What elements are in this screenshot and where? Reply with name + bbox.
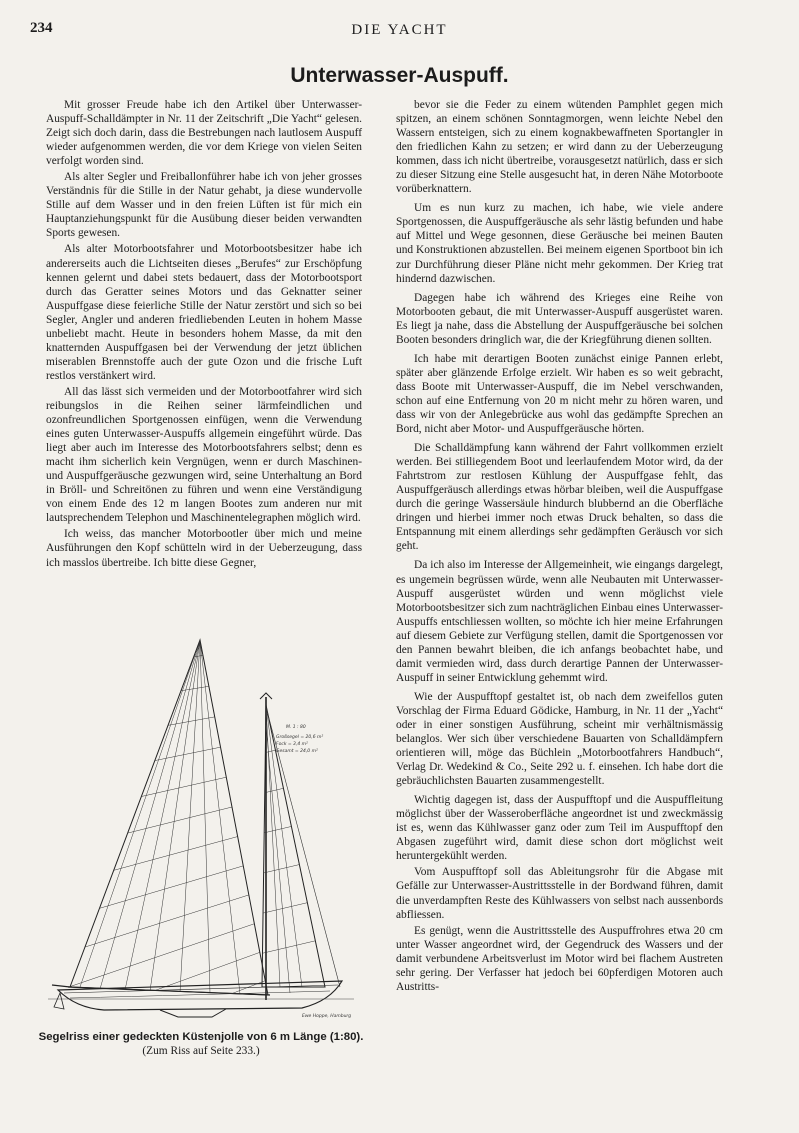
sail-plan-drawing [40, 615, 362, 1020]
paragraph: Ich weiss, das mancher Motorbootler über mich und meine Ausführungen den Kopf schütteln wird in der Ueberzeugung, dass ich masslos übertreibe. Ich bitte diese Gegner, [46, 528, 362, 569]
hull [48, 981, 354, 1017]
paragraph: Um es nun kurz zu machen, ich habe, wie viele andere Sportgenossen, die Auspuffgeräusche als sehr lästig befunden und habe auf Mittel und Wege gesonnen, diese Geräusche bei meinen Bauten und Konstruktionen abzustellen. Bei meinem eigenen Sportboot bin ich zur Durchführung dieser Pläne nicht mehr gekommen. Der Krieg trat hindernd dazwischen. [396, 202, 723, 285]
paragraph: Vom Auspufftopf soll das Ableitungsrohr für die Abgase mit Gefälle zur Unterwasser-Austrittsstelle in der Bordwand führen, damit die unverdampften Reste des Kühlwassers von selbst nach aussenbords abfliessen. [396, 866, 723, 921]
mainsail [60, 640, 280, 1020]
paragraph: Dagegen habe ich während des Krieges eine Reihe von Motorbooten gebaut, die mit Unterwasser-Auspuff ausgerüstet waren. Es liegt ja nahe, dass die Abstellung der Auspuffgeräusche bei solchen Booten besonders dringlich war, die der Kriegführung dienen sollten. [396, 291, 723, 346]
caption-title: Segelriss einer gedeckten Küstenjolle von 6 m Länge (1:80). [38, 1031, 364, 1043]
paragraph: Die Schalldämpfung kann während der Fahrt vollkommen erzielt werden. Bei stilliegendem Boot und leerlaufendem Motor wird, da der Fahrtstrom zur restlosen Kühlung der Auspuffgase fehlt, das Auspuffgeräusch allerdings etwas hörbar bleiben, weil die Auspuffgase durch die geringe Wassersäule hindurch blubbernd an die Oberfläche dringen und hierbei immer noch etwas Druck behalten, so dass die Entspannung mit einem allerdings sehr gedämpften Geräusch vor sich geht. [396, 442, 723, 553]
paragraph: Wichtig dagegen ist, dass der Auspufftopf und die Auspuffleitung möglichst über der Wasseroberfläche angeordnet ist und zweckmässig ist es, wenn das Kühlwasser ganz oder zum Teil im Auspufftopf den Abgasen zugeführt wird, damit diese schon dort möglichst weit heruntergekühlt werden. [396, 794, 723, 863]
sail-note: Gesamt = 24,0 m² [276, 749, 318, 754]
paragraph: Da ich also im Interesse der Allgemeinheit, wie eingangs dargelegt, es ungemein begrüssen würde, wenn alle Neubauten mit Unterwasser-Auspuff ausgerüstet würden und wenn möglichst viele Motorbootsbesitzer sich zum nachträglichen Einbau eines Unterwasser-Auspuffs entschliessen wollten, so möchte ich hier meine Erfahrungen auf diesem Gebiete zur Verfügung stellen, damit die Sportgenossen vor den Pannen bewahrt bleiben, die ich anfangs beobachtet habe, und damit vermieden wird, dass durch derartige Pannen der Unterwasser-Auspuff in seiner Entwicklung gehemmt wird. [396, 559, 723, 684]
figure-caption [30, 1030, 372, 1058]
right-column [396, 98, 723, 996]
sail-note: Großsegel = 20,6 m² [276, 735, 324, 740]
paragraph: Als alter Motorbootsfahrer und Motorbootsbesitzer habe ich andererseits auch die Lichtseiten dieses „Berufes“ zur Erschöpfung kennen gelernt und dabei stets bedauert, dass der Motorbootsport durch das Geratter seines Motors und das Geknatter seiner Auspuffgase diese feierliche Stille der Natur zerstört und sich so bei Segler, Angler und anderen friedliebenden Leuten in hohem Masse unbeliebt macht. Heute in besonders hohem Masse, da mit den knatternden Auspuffgasen bei der Verwendung der jetzt üblichen miserablen Brennstoffe auch der gute Ozon und die frische Luft restlos verstänkert wird. [46, 243, 362, 382]
sail-note: Fock = 3,4 m² [276, 742, 308, 747]
paragraph: bevor sie die Feder zu einem wütenden Pamphlet gegen mich spitzen, an einem schönen Sonntagmorgen, wenn leichte Nebel den Wassern entsteigen, sich zu einem kognakbewaffneten Sportangler in den friedlichen Kahn zu setzen; er wird dann zu der Ueberzeugung kommen, dass ich nicht übertreibe, vorausgesetzt natürlich, dass er sich zu dieser Sitzung eine Stelle ausgesucht hat, in deren Nähe Motorboote vorüberknattern. [396, 99, 723, 196]
paragraph: Ich habe mit derartigen Booten zunächst einige Pannen erlebt, später aber glänzende Erfolge erzielt. Wir haben es so weit gebracht, dass Boote mit Unterwasser-Auspuff, die im Nebel verschwanden, schon auf eine Entfernung von 20 m nicht mehr zu hören waren, und dass wir von der Anlegebrücke aus wohl das gedämpfte Sprechen an Bord, nicht aber Motor- und Auspuffgeräusche hörten. [396, 352, 723, 436]
left-column [46, 98, 362, 572]
paragraph: Mit grosser Freude habe ich den Artikel über Unterwasser-Auspuff-Schalldämpter in Nr. 11 der Zeitschrift „Die Yacht“ gelesen. Zeigt sich doch darin, dass die Bestrebungen nach lautlosem Auspuff wieder aufgenommen werden, die vor dem Kriege von vielen Seiten verfolgt worden sind. [46, 99, 362, 168]
paragraph: Wie der Auspufftopf gestaltet ist, ob nach dem zweifellos guten Vorschlag der Firma Eduard Gödicke, Hamburg, in Nr. 11 der „Yacht“ oder in einer sonstigen Ausführung, scheint mir verhältnismässig belanglos. Wer sich über verschiedene Bauarten von Schalldämpfern orientieren will, möge das Büchlein „Motorbootfahrers Handbuch“, Verlag Dr. Wedekind & Co., Seite 292 u. f. einsehen. Ich habe dort die gebräuchlichsten Bauarten zusammengestellt. [396, 690, 723, 788]
drawing-signature: Ewe Hoppe, Hamburg [302, 1014, 352, 1019]
page-number: 234 [30, 20, 53, 36]
paragraph: All das lässt sich vermeiden und der Motorbootfahrer wird sich reibungslos in die Reihen seiner lärmfeindlichen und ozonfreundlichen Sportgenossen einfügen, wenn die Verwendung eines guten Unterwasser-Auspuffs allgemein eingeführt würde. Das liegt aber auch im Interesse des Motorbootsfahrers selbst; denn es macht ihm sicherlich kein Vergnügen, wenn er durch Maschinen- und Auspuffgeräusche gezwungen wird, seine Unterhaltung an Bord in Bröll- und Schreitönen zu führen und wenn eine Verständigung von einem Ende des 12 m langen Bootes zum anderen nur mit lautsprechendem Telephon und Maschinentelegraphen möglich wird. [46, 385, 362, 525]
paragraph: Es genügt, wenn die Austrittsstelle des Auspuffrohres etwa 20 cm unter Wasser angeordnet wird, der Gegendruck des Wassers und der damit verbundene Arbeitsverlust im Motor wird bei flachem Austreten sehr gering. Der Verfasser hat jedoch bei 60pferdigen Motoren auch Austritts- [396, 924, 723, 993]
paragraph: Als alter Segler und Freiballonführer habe ich von jeher grosses Verständnis für die Stille in der Natur gehabt, ja diese wundervolle Stille auf dem Wasser und in den freien Lüften ist für mich ein Hauptanziehungspunkt für die Ausübung dieser beiden verwandten Sports gewesen. [46, 171, 362, 240]
sail-plan-figure [40, 615, 362, 1020]
running-head: DIE YACHT [351, 22, 448, 38]
caption-reference: (Zum Riss auf Seite 233.) [142, 1045, 260, 1057]
article-title: Unterwasser-Auspuff. [290, 64, 509, 87]
sail-note: M. 1 : 80 [286, 725, 306, 730]
